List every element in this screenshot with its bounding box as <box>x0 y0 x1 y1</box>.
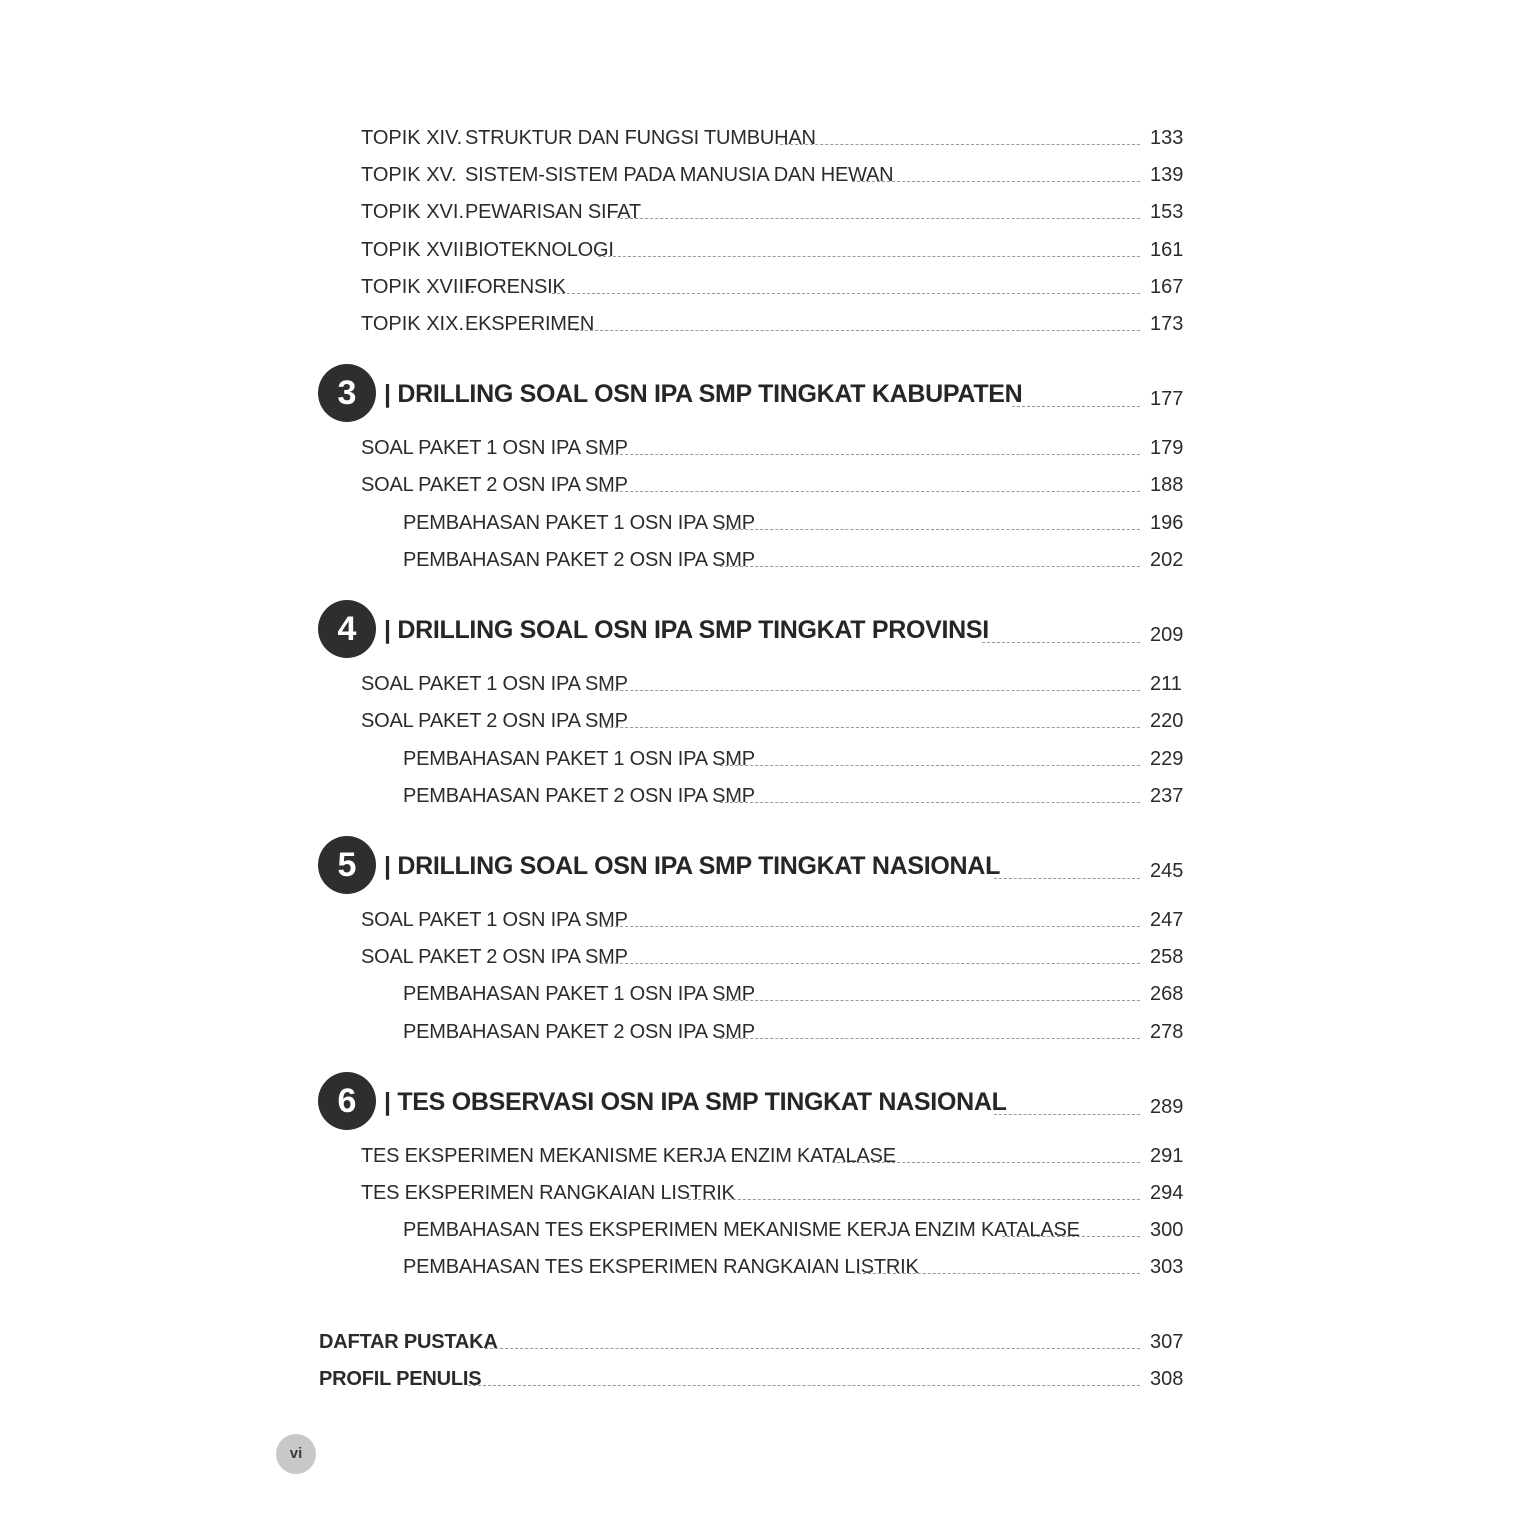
toc-entry[interactable] <box>0 1180 1536 1210</box>
entry-title: PEMBAHASAN PAKET 2 OSN IPA SMP <box>403 549 755 571</box>
toc-entry[interactable] <box>0 944 1536 974</box>
toc-entry[interactable] <box>0 746 1536 776</box>
entry-title: SOAL PAKET 2 OSN IPA SMP <box>361 710 628 732</box>
dot-leader <box>720 1038 1140 1039</box>
page-number: 303 <box>1150 1256 1184 1278</box>
page-number: 161 <box>1150 239 1184 261</box>
chapter-number-badge: 4 <box>318 600 376 658</box>
entry-title: PEMBAHASAN PAKET 2 OSN IPA SMP <box>403 785 755 807</box>
dot-leader <box>720 566 1140 567</box>
entry-title: PEMBAHASAN TES EKSPERIMEN RANGKAIAN LISTRIK <box>403 1256 919 1278</box>
dot-leader <box>688 1199 1140 1200</box>
toc-entry[interactable] <box>0 981 1536 1011</box>
toc-entry[interactable] <box>0 907 1536 937</box>
page-number: 188 <box>1150 474 1184 496</box>
toc-entry-topic-xvii[interactable] <box>0 237 1536 267</box>
topic-number: TOPIK XVIII. <box>361 276 476 298</box>
dot-leader <box>600 454 1140 455</box>
page-number: 278 <box>1150 1021 1184 1043</box>
dot-leader <box>600 963 1140 964</box>
page-number: 245 <box>1150 860 1184 882</box>
toc-entry[interactable] <box>0 783 1536 813</box>
entry-title: PEMBAHASAN PAKET 1 OSN IPA SMP <box>403 748 755 770</box>
page-number: 133 <box>1150 127 1184 149</box>
chapter-heading-3[interactable] <box>0 364 1536 428</box>
entry-title: PEMBAHASAN PAKET 2 OSN IPA SMP <box>403 1021 755 1043</box>
topic-title: EKSPERIMEN <box>465 313 595 335</box>
toc-entry-profil-penulis[interactable] <box>0 1366 1536 1396</box>
dot-leader <box>600 690 1140 691</box>
page-number: 177 <box>1150 388 1184 410</box>
chapter-heading-5[interactable] <box>0 836 1536 900</box>
page-number: 173 <box>1150 313 1184 335</box>
dot-leader <box>852 181 1140 182</box>
page-number: 139 <box>1150 164 1184 186</box>
page-number: 289 <box>1150 1096 1184 1118</box>
page-number: 211 <box>1150 673 1182 695</box>
page-number-marker: vi <box>276 1434 316 1474</box>
page-number: 237 <box>1150 785 1184 807</box>
chapter-title: | DRILLING SOAL OSN IPA SMP TINGKAT KABUPATEN <box>384 380 1023 408</box>
dot-leader <box>720 802 1140 803</box>
dot-leader <box>858 1273 1140 1274</box>
entry-title: PEMBAHASAN PAKET 1 OSN IPA SMP <box>403 512 755 534</box>
dot-leader <box>468 1385 1140 1386</box>
dot-leader <box>600 727 1140 728</box>
chapter-heading-4[interactable] <box>0 600 1536 664</box>
page-number: 307 <box>1150 1331 1184 1353</box>
dot-leader <box>720 529 1140 530</box>
entry-title: TES EKSPERIMEN MEKANISME KERJA ENZIM KATALASE <box>361 1145 896 1167</box>
toc-entry[interactable] <box>0 1019 1536 1049</box>
chapter-number-badge: 6 <box>318 1072 376 1130</box>
topic-title: STRUKTUR DAN FUNGSI TUMBUHAN <box>465 127 816 149</box>
chapter-title: | DRILLING SOAL OSN IPA SMP TINGKAT NASIONAL <box>384 852 1001 880</box>
page-number: 308 <box>1150 1368 1184 1390</box>
toc-entry-topic-xix[interactable] <box>0 311 1536 341</box>
toc-entry-topic-xv[interactable] <box>0 162 1536 192</box>
toc-entry[interactable] <box>0 510 1536 540</box>
topic-number: TOPIK XVI. <box>361 201 464 223</box>
dot-leader <box>598 256 1140 257</box>
page-number: 247 <box>1150 909 1184 931</box>
page-number: 179 <box>1150 437 1184 459</box>
page-number: 291 <box>1150 1145 1184 1167</box>
dot-leader <box>720 1000 1140 1001</box>
entry-title: PROFIL PENULIS <box>319 1368 482 1390</box>
dot-leader <box>720 765 1140 766</box>
entry-title: SOAL PAKET 1 OSN IPA SMP <box>361 909 628 931</box>
page-number: 294 <box>1150 1182 1184 1204</box>
toc-entry[interactable] <box>0 547 1536 577</box>
topic-title: BIOTEKNOLOGI <box>465 239 614 261</box>
topic-title: SISTEM-SISTEM PADA MANUSIA DAN HEWAN <box>465 164 894 186</box>
dot-leader <box>832 1162 1140 1163</box>
topic-number: TOPIK XVII. <box>361 239 470 261</box>
entry-title: SOAL PAKET 1 OSN IPA SMP <box>361 437 628 459</box>
toc-entry[interactable] <box>0 708 1536 738</box>
page-number: 300 <box>1150 1219 1184 1241</box>
entry-title: TES EKSPERIMEN RANGKAIAN LISTRIK <box>361 1182 735 1204</box>
entry-title: SOAL PAKET 1 OSN IPA SMP <box>361 673 628 695</box>
chapter-title: | DRILLING SOAL OSN IPA SMP TINGKAT PROVINSI <box>384 616 989 644</box>
toc-entry[interactable] <box>0 435 1536 465</box>
chapter-title: | TES OBSERVASI OSN IPA SMP TINGKAT NASIONAL <box>384 1088 1007 1116</box>
dot-leader <box>994 878 1140 879</box>
topic-number: TOPIK XIX. <box>361 313 464 335</box>
page-number: 167 <box>1150 276 1184 298</box>
toc-entry-daftar-pustaka[interactable] <box>0 1329 1536 1359</box>
topic-title: PEWARISAN SIFAT <box>465 201 641 223</box>
toc-entry-topic-xviii[interactable] <box>0 274 1536 304</box>
dot-leader <box>780 144 1140 145</box>
page-number: 209 <box>1150 624 1184 646</box>
page-number: 229 <box>1150 748 1184 770</box>
dot-leader <box>620 218 1140 219</box>
topic-number: TOPIK XIV. <box>361 127 463 149</box>
entry-title: SOAL PAKET 2 OSN IPA SMP <box>361 946 628 968</box>
dot-leader <box>600 491 1140 492</box>
entry-title: SOAL PAKET 2 OSN IPA SMP <box>361 474 628 496</box>
dot-leader <box>994 1114 1140 1115</box>
toc-entry-topic-xvi[interactable] <box>0 199 1536 229</box>
page-number: 220 <box>1150 710 1184 732</box>
dot-leader <box>600 926 1140 927</box>
topic-title: FORENSIK <box>465 276 566 298</box>
page-number: 196 <box>1150 512 1184 534</box>
page-number: 153 <box>1150 201 1184 223</box>
chapter-heading-6[interactable] <box>0 1072 1536 1136</box>
dot-leader <box>982 642 1140 643</box>
toc-entry[interactable] <box>0 1254 1536 1284</box>
chapter-number-badge: 3 <box>318 364 376 422</box>
page-number: 202 <box>1150 549 1184 571</box>
topic-number: TOPIK XV. <box>361 164 457 186</box>
dot-leader <box>1002 1236 1140 1237</box>
entry-title: PEMBAHASAN TES EKSPERIMEN MEKANISME KERJA ENZIM KATALASE <box>403 1219 1080 1241</box>
toc-entry-topic-xiv[interactable] <box>0 125 1536 155</box>
page-number: 268 <box>1150 983 1184 1005</box>
toc-entry[interactable] <box>0 1143 1536 1173</box>
dot-leader <box>552 293 1140 294</box>
page-number: 258 <box>1150 946 1184 968</box>
dot-leader <box>575 330 1140 331</box>
chapter-number-badge: 5 <box>318 836 376 894</box>
entry-title: DAFTAR PUSTAKA <box>319 1331 498 1353</box>
toc-entry[interactable] <box>0 1217 1536 1247</box>
toc-entry[interactable] <box>0 472 1536 502</box>
toc-entry[interactable] <box>0 671 1536 701</box>
entry-title: PEMBAHASAN PAKET 1 OSN IPA SMP <box>403 983 755 1005</box>
dot-leader <box>1012 406 1140 407</box>
dot-leader <box>485 1348 1140 1349</box>
